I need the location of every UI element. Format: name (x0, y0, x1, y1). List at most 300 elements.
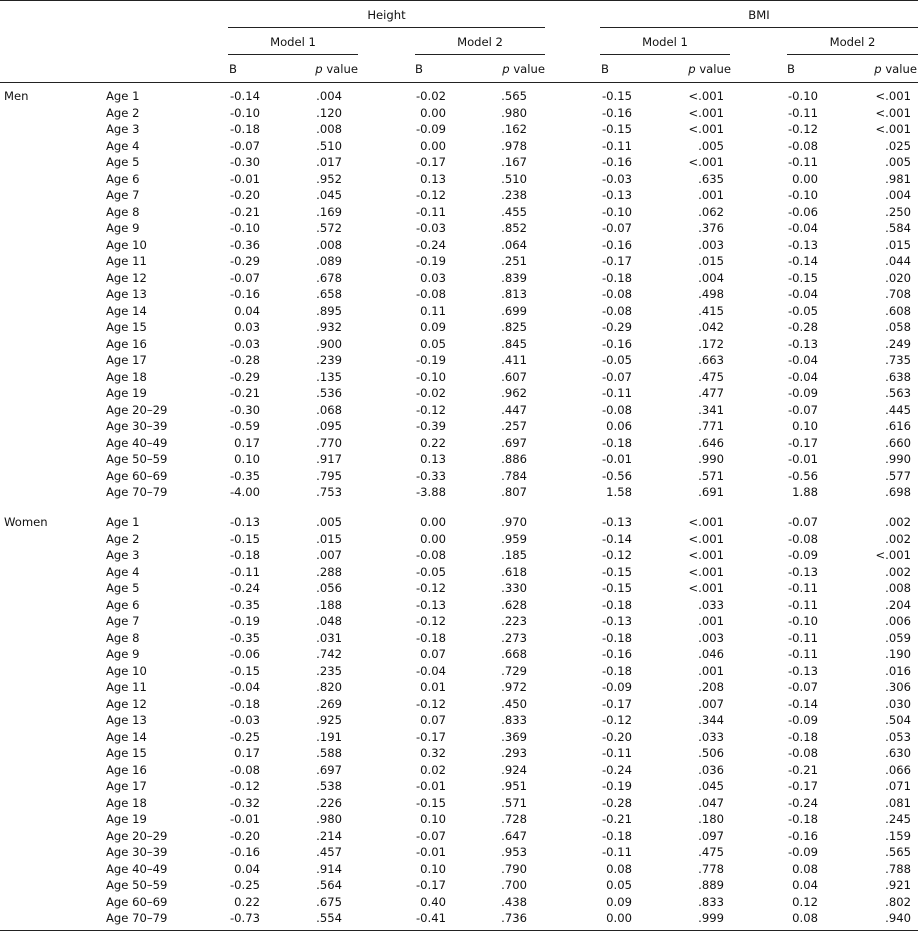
height-m2-p: .510 (501, 171, 527, 186)
height-m1-p: .536 (316, 386, 342, 400)
height-m2-b: -0.18 (416, 630, 446, 645)
height-m1-p: .239 (316, 353, 342, 367)
bmi-m2-b: -0.04 (788, 353, 818, 367)
height-m1-p: .188 (316, 597, 342, 612)
height-m2-p: .438 (501, 894, 527, 909)
height-m2-p: .628 (501, 597, 527, 612)
row-age-label: Age 14 (106, 729, 147, 744)
bmi-m2-b: -0.17 (788, 435, 818, 450)
b-header-b1: B (601, 62, 609, 76)
height-m2-b: -0.08 (416, 548, 446, 562)
bmi-m2-p: .058 (885, 320, 911, 334)
bmi-m2-b: -0.13 (788, 663, 818, 678)
height-m1-b: 0.04 (234, 303, 260, 318)
height-m2-b: 0.10 (420, 861, 446, 876)
height-m2-p: .647 (501, 828, 527, 843)
height-m1-p: .564 (316, 878, 342, 892)
height-m1-b: 0.17 (234, 746, 260, 760)
bmi-m1-p: .097 (698, 828, 724, 843)
table-top-rule (0, 0, 918, 1)
height-m1-p: .095 (316, 419, 342, 433)
height-m1-p: .226 (316, 795, 342, 810)
bmi-m1-b: -0.11 (602, 746, 632, 760)
bmi-m1-b: -0.20 (602, 729, 632, 744)
height-m1-b: -0.12 (230, 779, 260, 793)
bmi-m2-b: -0.11 (788, 647, 818, 661)
height-m2-p: .790 (501, 861, 527, 876)
height-model1-header: Model 1 (270, 35, 316, 49)
height-m1-b: -0.32 (230, 795, 260, 810)
p-italic: p (502, 62, 510, 76)
bmi-m1-b: -0.15 (602, 89, 632, 103)
bmi-m1-b: -0.15 (602, 122, 632, 136)
bmi-m1-p: .007 (698, 696, 724, 711)
row-age-label: Age 5 (106, 581, 140, 595)
height-m2-b: -0.03 (416, 221, 446, 235)
height-m2-b: -0.12 (416, 188, 446, 202)
height-m2-p: .697 (501, 435, 527, 450)
bmi-m1-b: -0.08 (602, 303, 632, 318)
height-m1-b: -0.29 (230, 369, 260, 384)
height-m2-p: .565 (501, 89, 527, 103)
row-age-label: Age 4 (106, 138, 140, 153)
bmi-m2-b: -0.14 (788, 696, 818, 711)
bmi-m2-b: -0.09 (788, 548, 818, 562)
bmi-m2-p: .002 (885, 564, 911, 579)
height-m2-b: 0.00 (420, 138, 446, 153)
bmi-m1-b: -0.29 (602, 320, 632, 334)
height-m2-p: .924 (501, 762, 527, 777)
bmi-m2-p: .249 (885, 336, 911, 351)
height-m1-p: .068 (316, 402, 342, 417)
bmi-m1-p: .691 (698, 485, 724, 499)
height-m2-b: 0.01 (420, 680, 446, 694)
p-header-h2 (475, 61, 545, 78)
row-age-label: Age 2 (106, 105, 140, 120)
height-m2-b: -0.07 (416, 828, 446, 843)
bmi-m1-b: -0.15 (602, 564, 632, 579)
height-m2-p: .450 (501, 696, 527, 711)
bmi-m1-p: .341 (698, 402, 724, 417)
height-m2-b: -0.19 (416, 254, 446, 268)
height-m2-p: .736 (501, 911, 527, 925)
row-age-label: Age 3 (106, 122, 140, 136)
bmi-m2-p: .660 (885, 435, 911, 450)
height-m1-b: -4.00 (230, 485, 260, 499)
height-m1-b: -0.30 (230, 155, 260, 169)
bmi-m1-p: <.001 (688, 531, 724, 546)
height-m1-p: .288 (316, 564, 342, 579)
bmi-m1-p: .506 (698, 746, 724, 760)
height-m1-b: -0.35 (230, 468, 260, 483)
p-italic: p (688, 62, 696, 76)
height-m1-b: 0.10 (234, 452, 260, 466)
row-age-label: Age 60–69 (106, 894, 168, 909)
height-m2-p: .162 (501, 122, 527, 136)
row-age-label: Age 14 (106, 303, 147, 318)
height-m2-b: -0.01 (416, 845, 446, 859)
row-age-label: Age 10 (106, 237, 147, 252)
height-m2-p: .970 (501, 515, 527, 529)
bmi-m1-b: -0.05 (602, 353, 632, 367)
height-m1-b: -0.10 (230, 221, 260, 235)
bmi-m1-b: -0.28 (602, 795, 632, 810)
height-m2-b: -0.04 (416, 663, 446, 678)
bmi-m2-b: 0.10 (792, 419, 818, 433)
height-m1-p: .269 (316, 696, 342, 711)
bmi-m2-b: -0.16 (788, 828, 818, 843)
height-m1-b: -0.04 (230, 680, 260, 694)
bmi-m1-p: <.001 (688, 155, 724, 169)
height-m2-p: .953 (501, 845, 527, 859)
height-m2-p: .607 (501, 369, 527, 384)
height-m2-b: -0.08 (416, 287, 446, 301)
row-age-label: Age 8 (106, 630, 140, 645)
height-m1-p: .048 (316, 614, 342, 628)
bmi-m1-p: .889 (698, 878, 724, 892)
height-m1-p: .697 (316, 762, 342, 777)
height-m2-p: .618 (501, 564, 527, 579)
height-m1-p: .917 (316, 452, 342, 466)
height-m2-b: -0.15 (416, 795, 446, 810)
row-age-label: Age 19 (106, 812, 147, 826)
row-age-label: Age 17 (106, 353, 147, 367)
height-m1-p: .658 (316, 287, 342, 301)
row-age-label: Age 15 (106, 320, 147, 334)
height-m1-b: -0.08 (230, 762, 260, 777)
bmi-m2-b: 0.08 (792, 911, 818, 925)
height-m2-p: .972 (501, 680, 527, 694)
row-age-label: Age 10 (106, 663, 147, 678)
bmi-m1-b: -0.03 (602, 171, 632, 186)
bmi-m2-p: .981 (885, 171, 911, 186)
bmi-m1-b: -0.16 (602, 647, 632, 661)
bmi-m2-p: .002 (885, 531, 911, 546)
row-age-label: Age 15 (106, 746, 147, 760)
bmi-m1-b: -0.11 (602, 386, 632, 400)
height-m2-b: -0.02 (416, 89, 446, 103)
height-group-rule (228, 27, 545, 28)
height-m2-p: .839 (501, 270, 527, 285)
height-m2-p: .238 (501, 188, 527, 202)
row-age-label: Age 18 (106, 795, 147, 810)
bmi-m1-b: -0.56 (602, 468, 632, 483)
bmi-m1-b: -0.07 (602, 369, 632, 384)
group-label: Women (4, 515, 48, 529)
height-m1-b: -0.13 (230, 515, 260, 529)
height-m2-p: .257 (501, 419, 527, 433)
row-age-label: Age 11 (106, 680, 147, 694)
bmi-m2-p: .245 (885, 812, 911, 826)
bmi-m1-b: -0.08 (602, 287, 632, 301)
height-m1-b: -0.11 (230, 564, 260, 579)
height-m2-b: -0.17 (416, 878, 446, 892)
height-m1-p: .554 (316, 911, 342, 925)
bmi-m2-b: -0.10 (788, 188, 818, 202)
bmi-m2-b: -0.06 (788, 204, 818, 219)
height-m1-p: .932 (316, 320, 342, 334)
height-m1-p: .056 (316, 581, 342, 595)
height-m1-p: .753 (316, 485, 342, 499)
height-m1-b: -0.01 (230, 812, 260, 826)
bmi-m1-b: -0.18 (602, 828, 632, 843)
bmi-m2-b: 0.08 (792, 861, 818, 876)
p-header-h1 (288, 61, 358, 78)
bmi-m1-b: -0.13 (602, 515, 632, 529)
height-m1-p: .004 (316, 89, 342, 103)
bmi-m2-b: -0.21 (788, 762, 818, 777)
height-model1-rule (228, 54, 358, 55)
bmi-model1-header: Model 1 (642, 35, 688, 49)
bmi-m2-b: -0.12 (788, 122, 818, 136)
height-m2-b: -0.33 (416, 468, 446, 483)
bmi-m2-b: -0.09 (788, 845, 818, 859)
height-m2-b: -0.39 (416, 419, 446, 433)
bmi-m2-b: -0.08 (788, 746, 818, 760)
bmi-m1-p: .003 (698, 237, 724, 252)
bmi-m2-b: 0.04 (792, 878, 818, 892)
row-age-label: Age 16 (106, 336, 147, 351)
height-m1-b: 0.04 (234, 861, 260, 876)
bmi-m2-p: <.001 (875, 122, 911, 136)
row-age-label: Age 40–49 (106, 435, 168, 450)
height-m1-p: .008 (316, 237, 342, 252)
height-m1-p: .952 (316, 171, 342, 186)
bmi-m2-p: .016 (885, 663, 911, 678)
height-m1-b: -0.01 (230, 171, 260, 186)
bmi-m1-p: .033 (698, 597, 724, 612)
bmi-m1-p: .208 (698, 680, 724, 694)
height-m1-p: .031 (316, 630, 342, 645)
height-m1-p: .925 (316, 713, 342, 727)
height-m1-b: -0.15 (230, 531, 260, 546)
height-m1-b: -0.10 (230, 105, 260, 120)
height-m2-p: .729 (501, 663, 527, 678)
height-m1-p: .510 (316, 138, 342, 153)
bmi-m1-b: -0.16 (602, 105, 632, 120)
p-value-suffix: value (509, 62, 545, 76)
bmi-m2-b: -0.11 (788, 597, 818, 612)
height-m2-p: .167 (501, 155, 527, 169)
p-italic: p (874, 62, 882, 76)
height-m1-p: .675 (316, 894, 342, 909)
bmi-m2-p: .445 (885, 402, 911, 417)
height-m1-b: 0.17 (234, 435, 260, 450)
bmi-m1-p: <.001 (688, 105, 724, 120)
bmi-m2-p: .940 (885, 911, 911, 925)
bmi-m1-b: -0.14 (602, 531, 632, 546)
height-m2-p: .825 (501, 320, 527, 334)
row-age-label: Age 70–79 (106, 911, 168, 925)
row-age-label: Age 1 (106, 515, 140, 529)
bmi-m2-b: -0.11 (788, 105, 818, 120)
height-m1-b: -0.06 (230, 647, 260, 661)
bmi-m1-p: .001 (698, 663, 724, 678)
height-m1-p: .135 (316, 369, 342, 384)
height-m1-p: .045 (316, 188, 342, 202)
bmi-m2-p: .159 (885, 828, 911, 843)
bmi-m1-p: .475 (698, 845, 724, 859)
bmi-model2-rule (787, 54, 918, 55)
bmi-m1-b: -0.12 (602, 548, 632, 562)
bmi-m1-p: .047 (698, 795, 724, 810)
bmi-m1-b: 0.08 (606, 861, 632, 876)
height-m2-p: .728 (501, 812, 527, 826)
bmi-m2-b: -0.11 (788, 630, 818, 645)
bmi-m2-b: -0.11 (788, 581, 818, 595)
height-m2-b: -0.12 (416, 696, 446, 711)
bmi-m2-p: .004 (885, 188, 911, 202)
bmi-m1-p: .833 (698, 894, 724, 909)
bmi-m2-b: -0.01 (788, 452, 818, 466)
bmi-m1-p: .036 (698, 762, 724, 777)
height-m2-b: 0.09 (420, 320, 446, 334)
row-age-label: Age 17 (106, 779, 147, 793)
bmi-m1-b: -0.12 (602, 713, 632, 727)
bmi-m2-p: .638 (885, 369, 911, 384)
bmi-m2-b: -0.07 (788, 680, 818, 694)
bmi-m2-p: .053 (885, 729, 911, 744)
bmi-m2-b: -0.28 (788, 320, 818, 334)
height-m1-p: .017 (316, 155, 342, 169)
bmi-m1-p: .635 (698, 171, 724, 186)
bmi-m2-p: .608 (885, 303, 911, 318)
bmi-m1-b: 1.58 (606, 485, 632, 499)
bmi-m1-b: -0.10 (602, 204, 632, 219)
height-m2-p: .700 (501, 878, 527, 892)
bmi-m1-b: -0.16 (602, 237, 632, 252)
bmi-m2-p: .565 (885, 845, 911, 859)
row-age-label: Age 4 (106, 564, 140, 579)
height-m1-p: .169 (316, 204, 342, 219)
bmi-m2-p: .584 (885, 221, 911, 235)
height-m1-p: .678 (316, 270, 342, 285)
height-m2-b: -0.19 (416, 353, 446, 367)
p-header-b1 (661, 61, 731, 78)
height-m2-b: -0.12 (416, 614, 446, 628)
bmi-m1-b: -0.11 (602, 138, 632, 153)
bmi-m2-p: .005 (885, 155, 911, 169)
bmi-m1-p: .999 (698, 911, 724, 925)
bmi-m1-b: -0.16 (602, 155, 632, 169)
height-m1-b: -0.21 (230, 204, 260, 219)
height-model2-header: Model 2 (457, 35, 503, 49)
row-age-label: Age 16 (106, 762, 147, 777)
height-header: Height (367, 8, 406, 22)
bmi-m2-p: .002 (885, 515, 911, 529)
bmi-m1-b: -0.16 (602, 336, 632, 351)
bmi-m2-b: -0.04 (788, 221, 818, 235)
height-m2-b: -0.13 (416, 597, 446, 612)
bmi-m1-b: -0.01 (602, 452, 632, 466)
row-age-label: Age 30–39 (106, 845, 168, 859)
bmi-m1-p: .180 (698, 812, 724, 826)
bmi-m1-b: -0.07 (602, 221, 632, 235)
bmi-m2-p: .006 (885, 614, 911, 628)
bmi-m2-p: <.001 (875, 89, 911, 103)
height-m1-p: .214 (316, 828, 342, 843)
row-age-label: Age 30–39 (106, 419, 168, 433)
p-header-b2 (847, 61, 917, 78)
p-value-suffix: value (881, 62, 917, 76)
height-m2-p: .852 (501, 221, 527, 235)
bmi-m1-p: .477 (698, 386, 724, 400)
bmi-m2-b: -0.18 (788, 729, 818, 744)
row-age-label: Age 2 (106, 531, 140, 546)
height-m1-b: -0.19 (230, 614, 260, 628)
bmi-m1-b: -0.15 (602, 581, 632, 595)
height-m2-b: 0.13 (420, 171, 446, 186)
b-header-b2: B (787, 62, 795, 76)
height-m1-p: .191 (316, 729, 342, 744)
bmi-m1-p: .005 (698, 138, 724, 153)
bmi-m2-b: -0.17 (788, 779, 818, 793)
row-age-label: Age 70–79 (106, 485, 168, 499)
bmi-m1-p: .571 (698, 468, 724, 483)
p-value-suffix: value (695, 62, 731, 76)
row-age-label: Age 50–59 (106, 878, 168, 892)
row-age-label: Age 50–59 (106, 452, 168, 466)
row-age-label: Age 19 (106, 386, 147, 400)
bmi-m1-p: <.001 (688, 548, 724, 562)
bmi-m2-b: -0.56 (788, 468, 818, 483)
bmi-m1-p: .990 (698, 452, 724, 466)
bmi-m1-p: .376 (698, 221, 724, 235)
height-m1-b: -0.07 (230, 270, 260, 285)
bmi-m1-b: -0.18 (602, 663, 632, 678)
row-age-label: Age 13 (106, 287, 147, 301)
height-m2-p: .845 (501, 336, 527, 351)
bmi-m1-p: <.001 (688, 89, 724, 103)
height-m1-b: -0.03 (230, 713, 260, 727)
bmi-m1-p: .663 (698, 353, 724, 367)
height-m1-p: .588 (316, 746, 342, 760)
height-m2-p: .571 (501, 795, 527, 810)
height-m1-p: .007 (316, 548, 342, 562)
height-m2-p: .223 (501, 614, 527, 628)
height-m2-b: 0.10 (420, 812, 446, 826)
bmi-header: BMI (748, 8, 770, 22)
bmi-m2-p: .015 (885, 237, 911, 252)
bmi-m2-b: -0.13 (788, 237, 818, 252)
height-m1-p: .457 (316, 845, 342, 859)
bmi-m1-b: -0.18 (602, 435, 632, 450)
bmi-model1-rule (600, 54, 730, 55)
height-m1-p: .572 (316, 221, 342, 235)
bmi-m1-b: -0.18 (602, 630, 632, 645)
height-m1-b: -0.18 (230, 548, 260, 562)
bmi-m1-b: -0.18 (602, 270, 632, 285)
bmi-m2-b: -0.18 (788, 812, 818, 826)
bmi-m1-p: .004 (698, 270, 724, 285)
bmi-m2-p: .071 (885, 779, 911, 793)
header-bottom-rule (0, 82, 918, 83)
row-age-label: Age 6 (106, 171, 140, 186)
height-m1-b: -0.07 (230, 138, 260, 153)
height-m1-b: -0.03 (230, 336, 260, 351)
bmi-m2-b: -0.07 (788, 402, 818, 417)
bmi-m1-p: .042 (698, 320, 724, 334)
row-age-label: Age 9 (106, 647, 140, 661)
height-m2-b: -0.11 (416, 204, 446, 219)
bmi-m2-b: -0.09 (788, 713, 818, 727)
bmi-m2-p: .025 (885, 138, 911, 153)
bmi-m1-p: .046 (698, 647, 724, 661)
row-age-label: Age 7 (106, 614, 140, 628)
height-m1-b: -0.73 (230, 911, 260, 925)
height-m2-b: -3.88 (416, 485, 446, 499)
height-m1-b: -0.20 (230, 188, 260, 202)
